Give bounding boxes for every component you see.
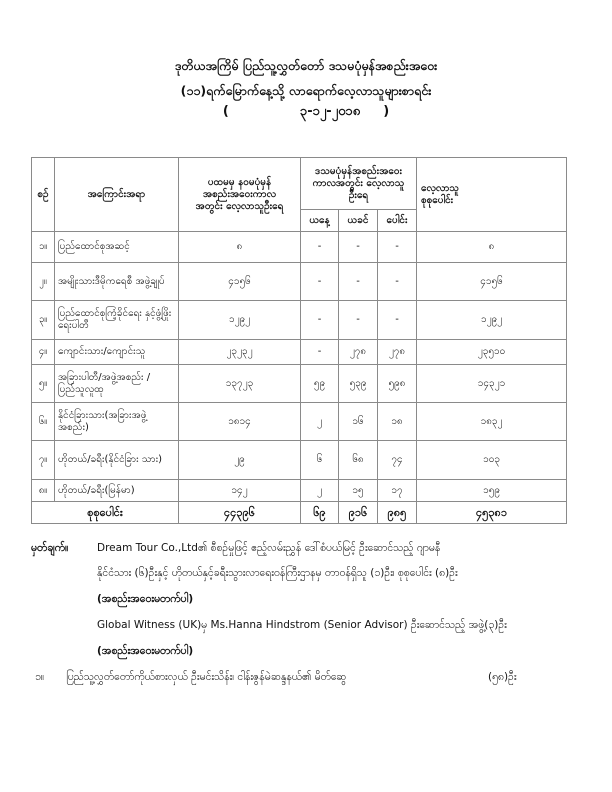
header-description: အကြောင်းအရာ xyxy=(55,158,179,232)
row-number: ၅။ xyxy=(32,365,55,403)
row-description: ပြည်ထောင်စုကြံ့ခိုင်ရေး နှင့်ဖွံ့ဖြိုးရေးပါတီ xyxy=(55,301,179,340)
row-description: ဟိုတယ်/ခရီး(နိုင်ငံခြား သား) xyxy=(55,441,179,480)
row-today: - xyxy=(301,340,339,365)
row-combined: - xyxy=(378,301,417,340)
table-row xyxy=(32,441,567,480)
row-number: ၁။ xyxy=(32,232,55,263)
row-today: - xyxy=(301,232,339,263)
note-line-2: နိုင်ငံသား (၆)ဦးနှင့် ဟိုတယ်နှင့်ခရီးသွားလာရေးဝန်ကြီးဌာနမှ တာဝန်ရှိသူ (၁)ဦး၊ စုစုပေါင်း (၈)ဦး xyxy=(97,567,458,579)
row-number: ၈။ xyxy=(32,480,55,502)
header-grand-total: လေ့လာသူ စုစုပေါင်း xyxy=(417,158,567,232)
header-first-session: ပထမမှ နဝမပုံမှန် အစည်းအဝေးကာလအတွင်း လေ့လာသူဦးရေ xyxy=(179,158,301,232)
note-line-3: (အစည်းအဝေးမတက်ပါ) xyxy=(97,593,194,605)
row-total: ၄၁၅၆ xyxy=(417,263,567,301)
row-combined: ၁၈ xyxy=(378,403,417,441)
row-description: ပြည်ထောင်စုအဆင့် xyxy=(55,232,179,263)
total-label: စုစုပေါင်း xyxy=(32,502,179,524)
table-row xyxy=(32,340,567,365)
row-today: ၆ xyxy=(301,441,339,480)
row-description: ဟိုတယ်/ခရီး(မြန်မာ) xyxy=(55,480,179,502)
row-yesterday: ၂၇၈ xyxy=(339,340,378,365)
table-row xyxy=(32,403,567,441)
row-number: ၄။ xyxy=(32,340,55,365)
visitors-table xyxy=(31,157,567,524)
total-grand: ၄၅၃၈၁ xyxy=(417,502,567,524)
total-yesterday: ၉၁၆ xyxy=(339,502,378,524)
row-total: ၁၅၉ xyxy=(417,480,567,502)
document-subtitle: (၁၁)ရက်မြောက်နေ့သို့ လာရောက်လေ့လာသူများစာရင်း xyxy=(180,83,432,98)
note-item-count: (၅၈)ဦး xyxy=(488,671,517,683)
row-yesterday: - xyxy=(339,263,378,301)
row-number: ၃။ xyxy=(32,301,55,340)
header-serial: စဉ် xyxy=(32,158,55,232)
table-total-row xyxy=(32,502,567,524)
total-first-session: ၄၄၃၉၆ xyxy=(179,502,301,524)
row-today: - xyxy=(301,301,339,340)
row-yesterday: - xyxy=(339,232,378,263)
row-combined: ၇၄ xyxy=(378,441,417,480)
row-description: နိုင်ငံခြားသား(အခြားအဖွဲ့ အစည်း) xyxy=(55,403,179,441)
row-today: ၂ xyxy=(301,403,339,441)
date-close-bracket: ) xyxy=(383,104,390,119)
row-combined: - xyxy=(378,232,417,263)
row-number: ၂။ xyxy=(32,263,55,301)
row-combined: ၁၇ xyxy=(378,480,417,502)
date-open-bracket: ( xyxy=(222,104,229,119)
note-line-1: Dream Tour Co.,Ltd၏ စီစဉ်မှုဖြင့် ဧည့်လမ်းညွှန် ဒေါ်စံပယ်မြင့် ဦးဆောင်သည့် ဂျာမနီ xyxy=(97,542,441,554)
row-today: ၅၉ xyxy=(301,365,339,403)
table-row xyxy=(32,480,567,502)
row-total: ၁၄၃၂၁ xyxy=(417,365,567,403)
row-first-session: ၁၂၉၂ xyxy=(179,301,301,340)
row-yesterday: ၁၆ xyxy=(339,403,378,441)
header-tenth-session: ဒသမပုံမှန်အစည်းအဝေး ကာလအတွင်း လေ့လာသူဦးရေ xyxy=(301,158,417,210)
row-first-session: ၁၄၂ xyxy=(179,480,301,502)
document-date xyxy=(0,104,612,120)
header-yesterday: ယခင် xyxy=(339,210,378,232)
row-yesterday: ၆၈ xyxy=(339,441,378,480)
row-number: ၇။ xyxy=(32,441,55,480)
row-description: အခြားပါတီ/အဖွဲ့အစည်း / ပြည်သူလူထု xyxy=(55,365,179,403)
table-row xyxy=(32,301,567,340)
row-combined: ၅၉၈ xyxy=(378,365,417,403)
row-combined: - xyxy=(378,263,417,301)
row-description: ကျောင်းသား/ကျောင်းသူ xyxy=(55,340,179,365)
notes-label: မှတ်ချက်။ xyxy=(31,542,69,554)
row-total: ၈ xyxy=(417,232,567,263)
row-first-session: ၂၉ xyxy=(179,441,301,480)
row-yesterday: ၅၃၉ xyxy=(339,365,378,403)
row-combined: ၂၇၈ xyxy=(378,340,417,365)
note-item-text: ပြည်သူ့လွှတ်တော်ကိုယ်စားလှယ် ဦးမင်းသိန်း၊ ငါန်းဇွန်မဲဆန္ဒနယ်၏ မိတ်ဆွေ xyxy=(66,671,347,683)
row-today: ၂ xyxy=(301,480,339,502)
row-first-session: ၁၃၇၂၃ xyxy=(179,365,301,403)
row-total: ၁၂၉၂ xyxy=(417,301,567,340)
row-total: ၁၀၃ xyxy=(417,441,567,480)
table-row xyxy=(32,365,567,403)
row-total: ၂၃၅၁၀ xyxy=(417,340,567,365)
note-line-4: Global Witness (UK)မှ Ms.Hanna Hindstrom (Senior Advisor) ဦးဆောင်သည့် အဖွဲ့(၃)ဦး xyxy=(97,619,507,631)
row-yesterday: ၁၅ xyxy=(339,480,378,502)
row-first-session: ၈ xyxy=(179,232,301,263)
table-row xyxy=(32,232,567,263)
table-row xyxy=(32,263,567,301)
row-number: ၆။ xyxy=(32,403,55,441)
row-first-session: ၄၁၅၆ xyxy=(179,263,301,301)
total-today: ၆၉ xyxy=(301,502,339,524)
row-description: အမျိုးသားဒီမိုကရေစီ အဖွဲ့ချုပ် xyxy=(55,263,179,301)
row-yesterday: - xyxy=(339,301,378,340)
date-value: ၃-၁၂-၂၀၁၈ xyxy=(299,104,361,119)
header-today: ယနေ့ xyxy=(301,210,339,232)
row-first-session: ၂၃၂၃၂ xyxy=(179,340,301,365)
header-combined: ပေါင်း xyxy=(378,210,417,232)
row-today: - xyxy=(301,263,339,301)
document-title: ဒုတိယအကြိမ် ပြည်သူ့လွှတ်တော် ဒသမပုံမှန်အစည်းအဝေး xyxy=(174,58,438,73)
row-first-session: ၁၈၁၄ xyxy=(179,403,301,441)
total-combined: ၉၈၅ xyxy=(378,502,417,524)
note-item-number: ၁။ xyxy=(35,671,45,683)
note-line-5: (အစည်းအဝေးမတက်ပါ) xyxy=(97,645,194,657)
row-total: ၁၈၃၂ xyxy=(417,403,567,441)
